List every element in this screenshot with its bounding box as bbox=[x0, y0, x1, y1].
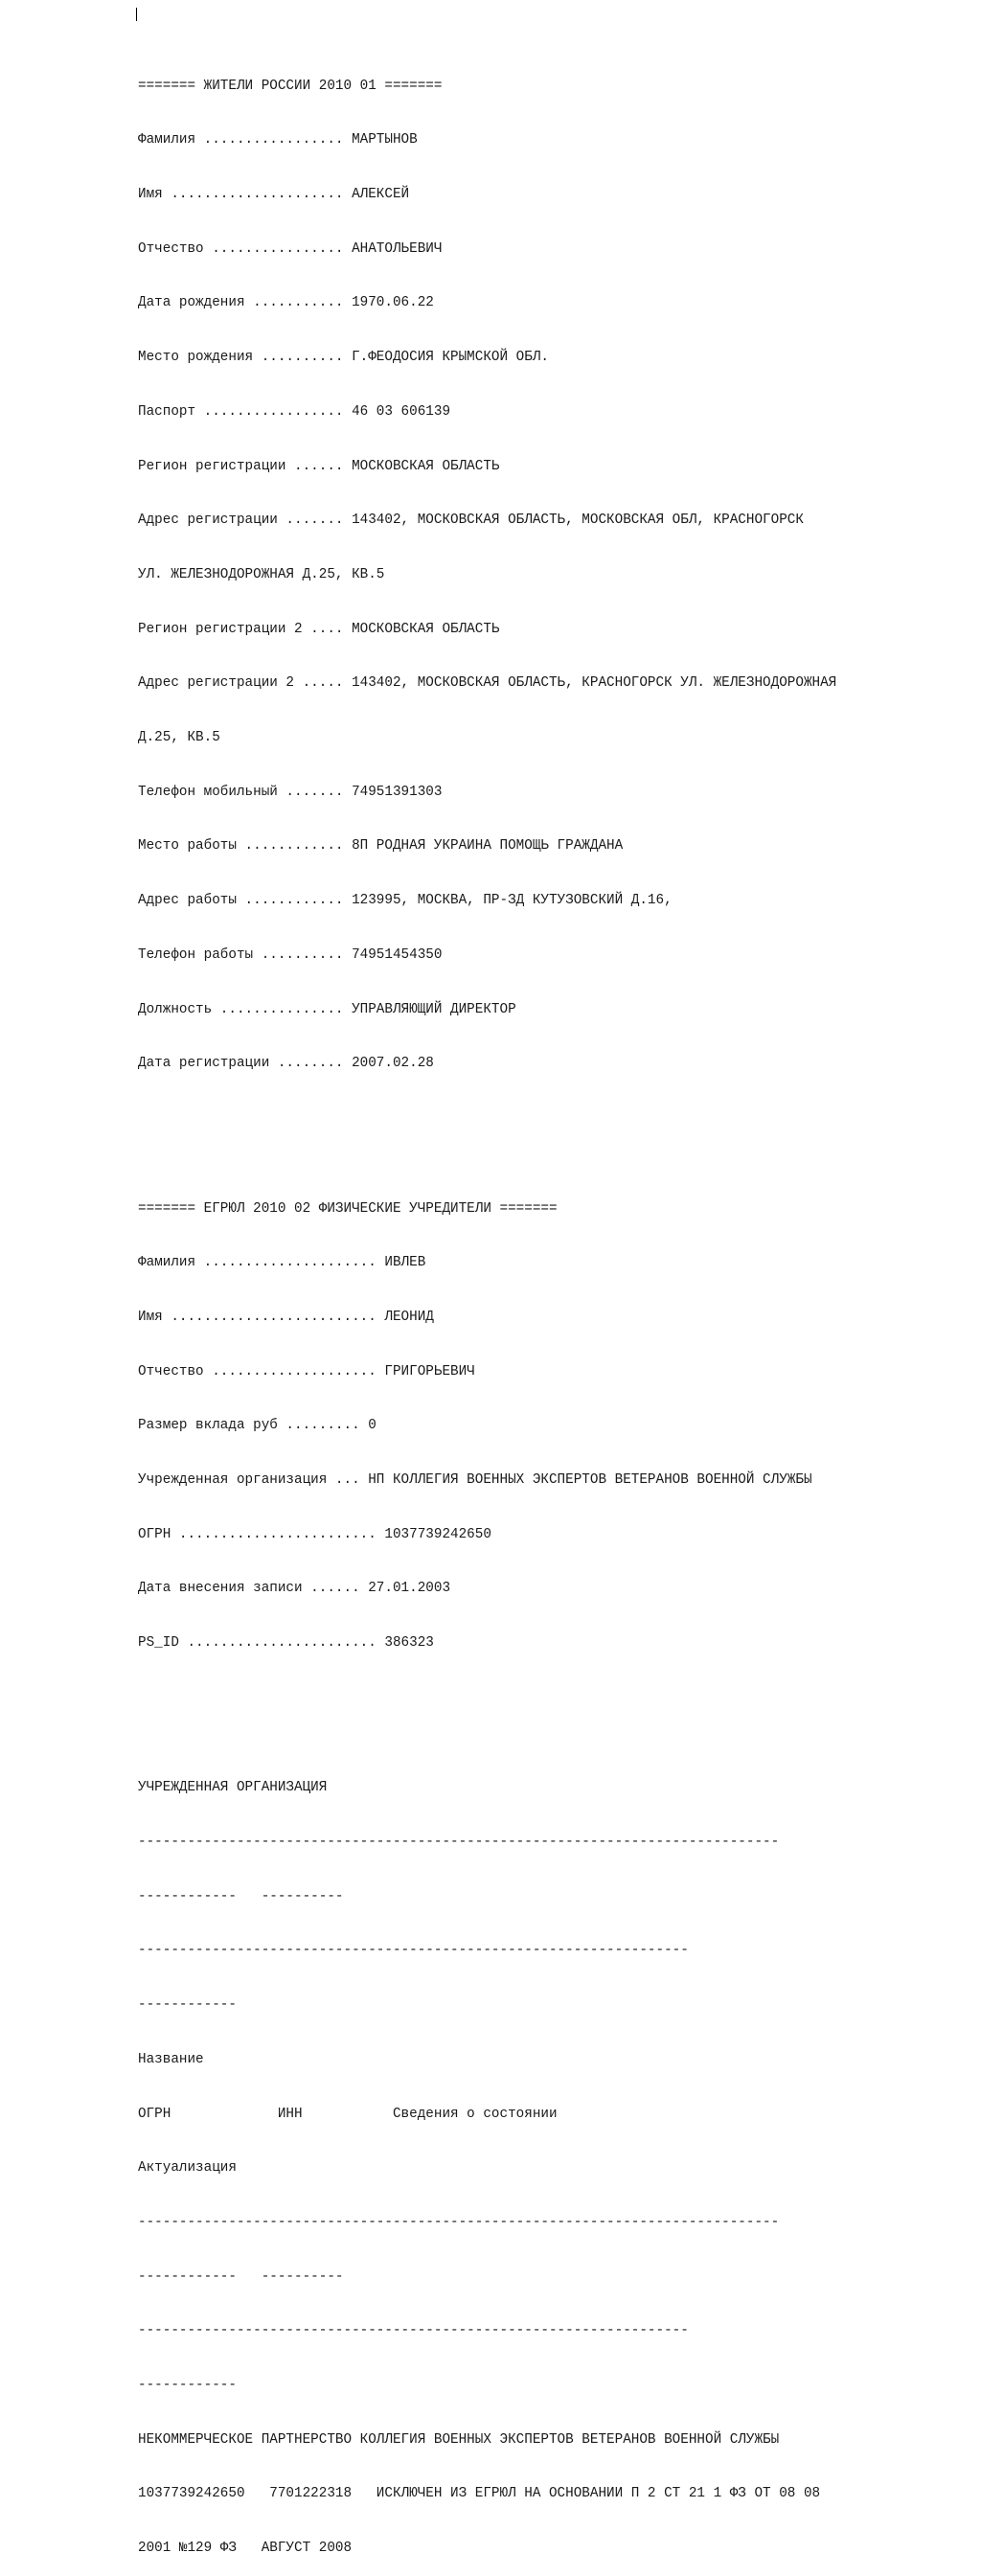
column-header-name: Название bbox=[138, 2051, 204, 2067]
field-reg-address: Адрес регистрации ....... 143402, МОСКОВСКАЯ ОБЛАСТЬ, МОСКОВСКАЯ ОБЛ, КРАСНОГОРСК bbox=[138, 513, 804, 529]
separator-line: ------------ ---------- bbox=[138, 1888, 344, 1904]
org-record-details-cont: 2001 №129 ФЗ АВГУСТ 2008 bbox=[138, 2541, 353, 2557]
blank-line bbox=[138, 1707, 836, 1725]
section-title-organization: УЧРЕЖДЕННАЯ ОРГАНИЗАЦИЯ bbox=[138, 1780, 328, 1796]
field-passport: Паспорт ................. 46 03 606139 bbox=[138, 403, 451, 420]
document-body bbox=[138, 5, 836, 2576]
field-work-phone: Телефон работы .......... 74951454350 bbox=[138, 946, 443, 963]
separator-line: ------------ ---------- bbox=[138, 2268, 344, 2285]
field-name: Имя ..................... АЛЕКСЕЙ bbox=[138, 187, 410, 203]
section-header-egrul: ======= ЕГРЮЛ 2010 02 ФИЗИЧЕСКИЕ УЧРЕДИТЕЛИ ======= bbox=[138, 1200, 558, 1217]
field-work-address: Адрес работы ............ 123995, МОСКВА, ПР-ЗД КУТУЗОВСКИЙ Д.16, bbox=[138, 893, 673, 909]
org-record-details: 1037739242650 7701222318 ИСКЛЮЧЕН ИЗ ЕГРЮЛ НА ОСНОВАНИИ П 2 СТ 21 1 ФЗ ОТ 08 08 bbox=[138, 2486, 821, 2502]
field-surname: Фамилия ................. МАРТЫНОВ bbox=[138, 132, 418, 148]
column-header-row: ОГРН ИНН Сведения о состоянии bbox=[138, 2106, 558, 2122]
field-reg-region: Регион регистрации ...... МОСКОВСКАЯ ОБЛАСТЬ bbox=[138, 458, 500, 474]
separator-line: ------------------------------------------------------------------------------ bbox=[138, 1835, 780, 1851]
text-cursor bbox=[136, 8, 137, 21]
field-position: Должность ............... УПРАВЛЯЮЩИЙ ДИРЕКТОР bbox=[138, 1001, 516, 1017]
column-header-actual: Актуализация bbox=[138, 2160, 237, 2177]
field-mobile-phone: Телефон мобильный ....... 74951391303 bbox=[138, 784, 443, 800]
founder-surname: Фамилия ..................... ИВЛЕВ bbox=[138, 1255, 426, 1271]
founder-ps-id: PS_ID ....................... 386323 bbox=[138, 1635, 434, 1652]
field-reg-address-2-cont: Д.25, КВ.5 bbox=[138, 730, 220, 746]
separator-line: ------------------------------------------------------------------- bbox=[138, 1943, 689, 1959]
field-workplace: Место работы ............ 8П РОДНАЯ УКРАИНА ПОМОЩЬ ГРАЖДАНА bbox=[138, 838, 624, 855]
founder-contribution: Размер вклада руб ......... 0 bbox=[138, 1418, 376, 1434]
field-birth-date: Дата рождения ........... 1970.06.22 bbox=[138, 295, 434, 311]
separator-line: ------------------------------------------------------------------- bbox=[138, 2323, 689, 2339]
field-reg-region-2: Регион регистрации 2 .... МОСКОВСКАЯ ОБЛАСТЬ bbox=[138, 621, 500, 637]
org-record-name: НЕКОММЕРЧЕСКОЕ ПАРТНЕРСТВО КОЛЛЕГИЯ ВОЕННЫХ ЭКСПЕРТОВ ВЕТЕРАНОВ ВОЕННОЙ СЛУЖБЫ bbox=[138, 2431, 780, 2448]
founder-organization: Учрежденная организация ... НП КОЛЛЕГИЯ ВОЕННЫХ ЭКСПЕРТОВ ВЕТЕРАНОВ ВОЕННОЙ СЛУЖБЫ bbox=[138, 1472, 812, 1489]
field-registration-date: Дата регистрации ........ 2007.02.28 bbox=[138, 1056, 434, 1072]
founder-ogrn: ОГРН ........................ 1037739242650 bbox=[138, 1526, 491, 1542]
field-reg-address-2: Адрес регистрации 2 ..... 143402, МОСКОВСКАЯ ОБЛАСТЬ, КРАСНОГОРСК УЛ. ЖЕЛЕЗНОДОРОЖНАЯ bbox=[138, 675, 837, 692]
blank-line bbox=[138, 1128, 836, 1146]
founder-entry-date: Дата внесения записи ...... 27.01.2003 bbox=[138, 1581, 451, 1597]
section-header-residents: ======= ЖИТЕЛИ РОССИИ 2010 01 ======= bbox=[138, 78, 443, 94]
founder-patronymic: Отчество .................... ГРИГОРЬЕВИЧ bbox=[138, 1363, 475, 1379]
field-reg-address-cont: УЛ. ЖЕЛЕЗНОДОРОЖНАЯ Д.25, КВ.5 bbox=[138, 566, 385, 582]
separator-line: ------------ bbox=[138, 2378, 237, 2394]
field-birth-place: Место рождения .......... Г.ФЕОДОСИЯ КРЫМСКОЙ ОБЛ. bbox=[138, 350, 549, 366]
separator-line: ------------ bbox=[138, 1997, 237, 2014]
field-patronymic: Отчество ................ АНАТОЛЬЕВИЧ bbox=[138, 240, 443, 257]
separator-line: ------------------------------------------------------------------------------ bbox=[138, 2214, 780, 2230]
founder-name: Имя ......................... ЛЕОНИД bbox=[138, 1309, 434, 1325]
